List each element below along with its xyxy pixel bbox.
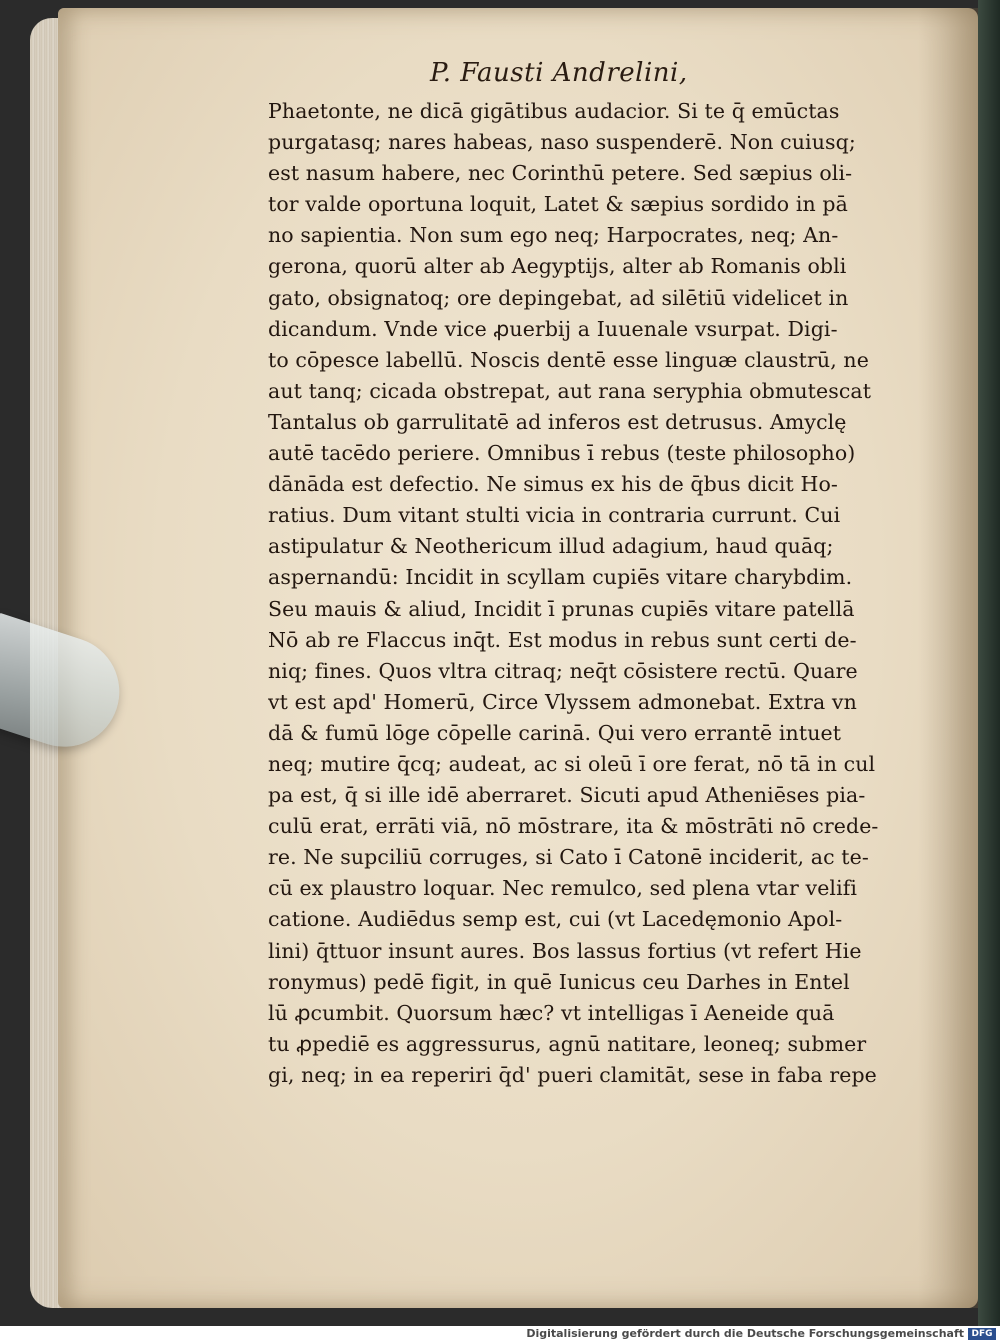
text-line: gi, neq; in ea reperiri q̄d' pueri clamitāt, sese in faba repe — [268, 1062, 877, 1087]
text-line: est nasum habere, nec Corinthū petere. Sed sæpius oli- — [268, 161, 853, 186]
text-line: neq; mutire q̄cq; audeat, ac si oleū ī ore ferat, nō tā in cul — [268, 751, 876, 776]
text-line: aspernandū: Incidit in scyllam cupiēs vitare charybdim. — [268, 565, 853, 590]
text-line: no sapientia. Non sum ego neq; Harpocrates, neq; An- — [268, 223, 839, 248]
running-head: P. Fausti Andrelini, — [430, 58, 688, 88]
text-line: Seu mauis & aliud, Incidit ī prunas cupiēs vitare patellā — [268, 596, 855, 621]
text-line: dicandum. Vnde vice ꝓuerbij a Iuuenale vsurpat. Digi- — [268, 316, 838, 341]
text-line: pa est, q̄ si ille idē aberraret. Sicuti apud Atheniēses pia- — [268, 783, 866, 808]
text-line: niq; fines. Quos vltra citraq; neq̄t cōsistere rectū. Quare — [268, 658, 858, 683]
text-line: catione. Audiēdus semp est, cui (vt Lacedęmonio Apol- — [268, 907, 843, 932]
page-gutter-shadow — [918, 8, 978, 1308]
text-line: lū ꝓcumbit. Quorsum hæc? vt intelligas ī Aeneide quā — [268, 1000, 835, 1025]
text-line: purgatasq; nares habeas, naso suspenderē. Non cuiusq; — [268, 130, 856, 155]
main-text — [268, 96, 888, 1091]
text-line: Tantalus ob garrulitatē ad inferos est detrusus. Amyclę — [268, 409, 847, 434]
text-line: tu ꝓpediē es aggressurus, agnū natitare, leoneq; submer — [268, 1031, 867, 1056]
text-line: cū ex plaustro loquar. Nec remulco, sed plena vtar velifi — [268, 876, 858, 901]
text-line: tor valde oportuna loquit, Latet & sæpius sordido in pā — [268, 192, 848, 217]
text-line: autē tacēdo periere. Omnibus ī rebus (teste philosopho) — [268, 441, 856, 466]
funding-credit: Digitalisierung gefördert durch die Deutsche Forschungsgemeinschaft — [526, 1327, 964, 1340]
text-line: culū erat, errāti viā, nō mōstrare, ita & mōstrāti nō crede- — [268, 814, 879, 839]
text-line: aut tanq; cicada obstrepat, aut rana seryphia obmutescat — [268, 378, 872, 403]
text-line: re. Ne supciliū corruges, si Cato ī Catonē inciderit, ac te- — [268, 845, 869, 870]
text-line: Nō ab re Flaccus inq̄t. Est modus in rebus sunt certi de- — [268, 627, 857, 652]
text-line: to cōpesce labellū. Noscis dentē esse linguæ claustrū, ne — [268, 347, 869, 372]
footer-bar — [0, 1326, 1000, 1342]
text-line: lini) q̄ttuor insunt aures. Bos lassus fortius (vt refert Hie — [268, 938, 862, 963]
text-line: ratius. Dum vitant stulti vicia in contraria currunt. Cui — [268, 503, 841, 528]
text-line: ronymus) pedē figit, in quē Iunicus ceu Darhes in Entel — [268, 969, 850, 994]
text-line: vt est apd' Homerū, Circe Vlyssem admonebat. Extra vn — [268, 689, 857, 714]
text-line: gerona, quorū alter ab Aegyptijs, alter ab Romanis obli — [268, 254, 847, 279]
text-line: astipulatur & Neothericum illud adagium, haud quāq; — [268, 534, 834, 559]
text-line: Phaetonte, ne dicā gigātibus audacior. Si te q̄ emūctas — [268, 99, 840, 123]
book-spine — [978, 0, 1000, 1326]
text-line: dā & fumū lōge cōpelle carinā. Qui vero errantē intuet — [268, 720, 842, 745]
dfg-logo: DFG — [968, 1328, 996, 1340]
text-line: dānāda est defectio. Ne simus ex his de q̄bus dicit Ho- — [268, 472, 838, 497]
text-line: gato, obsignatoq; ore depingebat, ad silētiū videlicet in — [268, 285, 849, 310]
